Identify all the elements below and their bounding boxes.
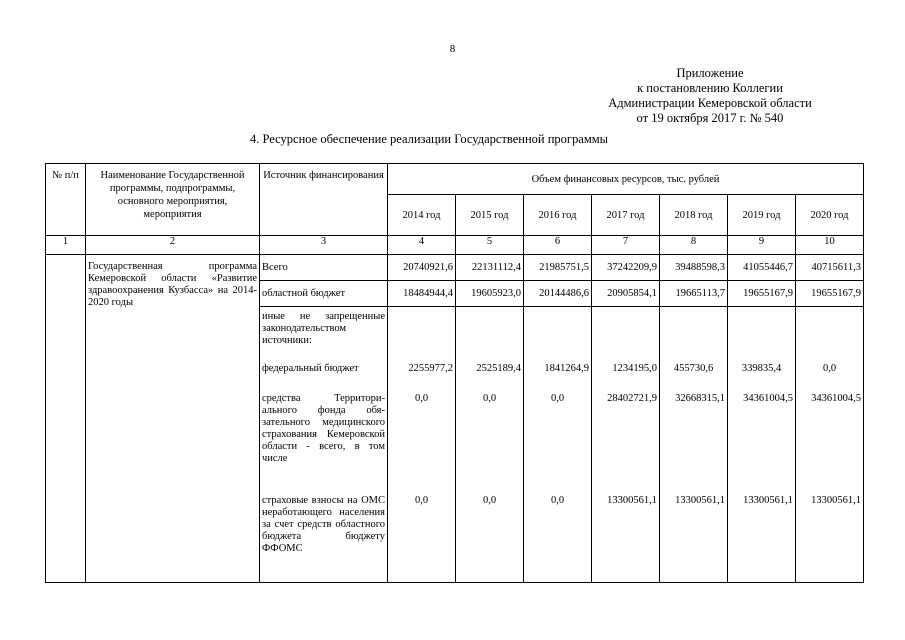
value-cell [796,307,864,355]
header-num: № п/п [46,164,86,236]
appendix-block [560,66,860,126]
value-cell: 0,0 [388,383,456,491]
appendix-line-2: к постановлению Коллегии [637,81,783,95]
value-cell: 20740921,6 [388,255,456,281]
value-cell: 13300561,1 [660,491,728,583]
value-cell: 19665113,7 [660,281,728,307]
value-cell: 0,0 [456,383,524,491]
column-number: 6 [524,236,592,255]
source-cell: средства Территориального фонда обязательного медицинского страхования Кемеровской области - всего, в том числе [260,383,388,491]
value-cell: 37242209,9 [592,255,660,281]
program-name: Государственная программа Кемеровской области «Развитие здравоохранения Кузбасса» на 2014-2020 годы [86,255,260,583]
header-year: 2019 год [728,195,796,236]
value-cell: 20144486,6 [524,281,592,307]
value-cell: 339835,4 [728,355,796,383]
value-cell [728,307,796,355]
value-cell: 19605923,0 [456,281,524,307]
value-cell: 41055446,7 [728,255,796,281]
column-number: 7 [592,236,660,255]
source-cell: федеральный бюджет [260,355,388,383]
column-number: 1 [46,236,86,255]
column-number: 3 [260,236,388,255]
column-number-row [46,236,864,255]
value-cell: 2255977,2 [388,355,456,383]
value-cell: 2525189,4 [456,355,524,383]
value-cell: 1234195,0 [592,355,660,383]
header-name: Наименование Государственной программы, подпрограммы, основного мероприятия, мероприятия [86,164,260,236]
source-cell: иные не запрещенные законодательством источники: [260,307,388,355]
value-cell: 22131112,4 [456,255,524,281]
value-cell: 0,0 [524,491,592,583]
header-year: 2016 год [524,195,592,236]
value-cell: 1841264,9 [524,355,592,383]
value-cell: 0,0 [456,491,524,583]
column-number: 10 [796,236,864,255]
value-cell [660,307,728,355]
column-number: 9 [728,236,796,255]
value-cell: 18484944,4 [388,281,456,307]
value-cell: 34361004,5 [728,383,796,491]
page-number: 8 [449,43,456,55]
value-cell: 0,0 [796,355,864,383]
header-year: 2017 год [592,195,660,236]
value-cell: 28402721,9 [592,383,660,491]
value-cell: 20905854,1 [592,281,660,307]
table-row [46,255,864,281]
value-cell [524,307,592,355]
value-cell: 40715611,3 [796,255,864,281]
column-number: 8 [660,236,728,255]
column-number: 5 [456,236,524,255]
source-cell: страховые взносы на ОМС неработающего населения за счет средств областного бюджета бюджету ФФОМС [260,491,388,583]
header-year: 2015 год [456,195,524,236]
value-cell: 13300561,1 [728,491,796,583]
appendix-line-1: Приложение [676,66,744,80]
value-cell [388,307,456,355]
header-year: 2020 год [796,195,864,236]
resource-table [45,163,864,583]
value-cell: 32668315,1 [660,383,728,491]
header-year: 2018 год [660,195,728,236]
header-source: Источник финансирования [260,164,388,236]
value-cell: 13300561,1 [796,491,864,583]
source-cell: Всего [260,255,388,281]
header-year: 2014 год [388,195,456,236]
value-cell: 19655167,9 [796,281,864,307]
value-cell: 19655167,9 [728,281,796,307]
value-cell: 39488598,3 [660,255,728,281]
value-cell: 34361004,5 [796,383,864,491]
value-cell [456,307,524,355]
value-cell: 21985751,5 [524,255,592,281]
value-cell: 0,0 [388,491,456,583]
value-cell [592,307,660,355]
column-number: 2 [86,236,260,255]
value-cell: 455730,6 [660,355,728,383]
source-cell: областной бюджет [260,281,388,307]
appendix-line-4: от 19 октября 2017 г. № 540 [636,111,784,125]
section-title: 4. Ресурсное обеспечение реализации Государственной программы [250,132,609,146]
header-volume: Объем финансовых ресурсов, тыс. рублей [388,164,864,195]
value-cell: 13300561,1 [592,491,660,583]
appendix-line-3: Администрации Кемеровской области [608,96,812,110]
column-number: 4 [388,236,456,255]
value-cell: 0,0 [524,383,592,491]
row-number-cell [46,255,86,583]
